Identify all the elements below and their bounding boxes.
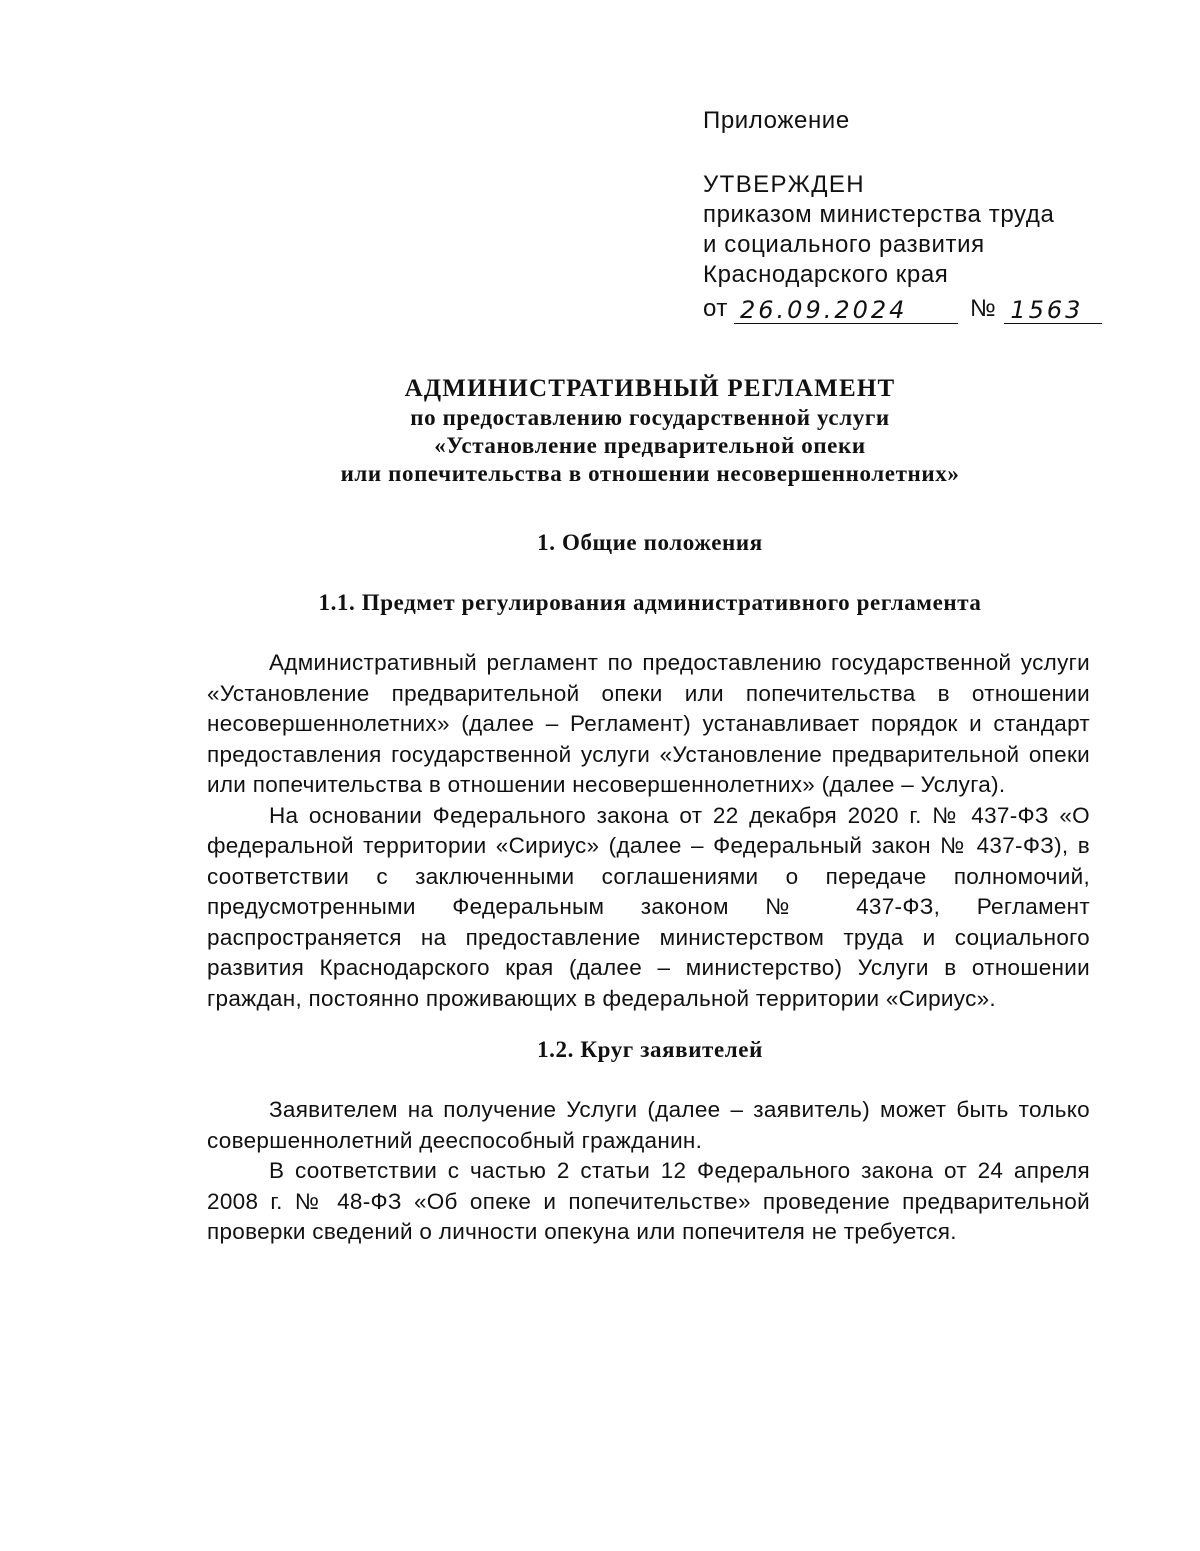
annex-label: Приложение bbox=[703, 107, 850, 134]
order-date-line bbox=[703, 294, 1123, 324]
order-number: 1563 bbox=[1004, 297, 1102, 324]
paragraph-1: Административный регламент по предоставлению государственной услуги «Установление предварительной опеки или попечительства в отношении несовершеннолетних» (далее – Регламент) устанавливает порядок и стандарт предоставления государственной услуги «Установление предварительной опеки или попечительства в отношении несовершеннолетних» (далее – Услуга). bbox=[207, 650, 1090, 797]
title-sub-1: по предоставлению государственной услуги bbox=[410, 405, 890, 430]
from-label: от bbox=[703, 295, 729, 322]
paragraph-4: В соответствии с частью 2 статьи 12 Федерального закона от 24 апреля 2008 г. № 48-ФЗ «Об опеке и попечительстве» проведение предварительной проверки сведений о личности опекуна или попечителя не требуется. bbox=[207, 1158, 1090, 1244]
approval-line-1: приказом министерства труда bbox=[703, 201, 1055, 228]
number-label: № bbox=[970, 295, 997, 322]
section-heading-1: 1. Общие положения bbox=[537, 530, 763, 555]
document-title bbox=[200, 374, 1100, 488]
section-heading-1-1: 1.1. Предмет регулирования административного регламента bbox=[318, 590, 982, 615]
paragraph-2: На основании Федерального закона от 22 декабря 2020 г. № 437-ФЗ «О федеральной территории «Сириус» (далее – Федеральный закон № 437-ФЗ), в соответствии с заключенными соглашениями о передаче полномочий, предусмотренными Федеральным законом № 437-ФЗ, Регламент распространяется на предоставление министерством труда и социального развития Краснодарского края (далее – министерство) Услуги в отношении граждан, постоянно проживающих в федеральной территории «Сириус». bbox=[207, 802, 1090, 1011]
section-1-2-body bbox=[207, 1095, 1090, 1248]
title-main: АДМИНИСТРАТИВНЫЙ РЕГЛАМЕНТ bbox=[404, 375, 896, 402]
title-sub-3: или попечительства в отношении несовершеннолетних» bbox=[340, 461, 960, 486]
approval-block bbox=[703, 106, 1123, 324]
approved-label: УТВЕРЖДЕН bbox=[703, 171, 866, 198]
paragraph-3: Заявителем на получение Услуги (далее – заявитель) может быть только совершеннолетний дееспособный гражданин. bbox=[207, 1097, 1090, 1153]
title-sub-2: «Установление предварительной опеки bbox=[434, 433, 866, 458]
approval-line-2: и социального развития bbox=[703, 231, 985, 258]
section-heading-1-2: 1.2. Круг заявителей bbox=[537, 1037, 763, 1062]
approval-line-3: Краснодарского края bbox=[703, 261, 949, 288]
order-date: 26.09.2024 bbox=[734, 297, 958, 324]
section-1-1-body bbox=[207, 648, 1090, 1014]
